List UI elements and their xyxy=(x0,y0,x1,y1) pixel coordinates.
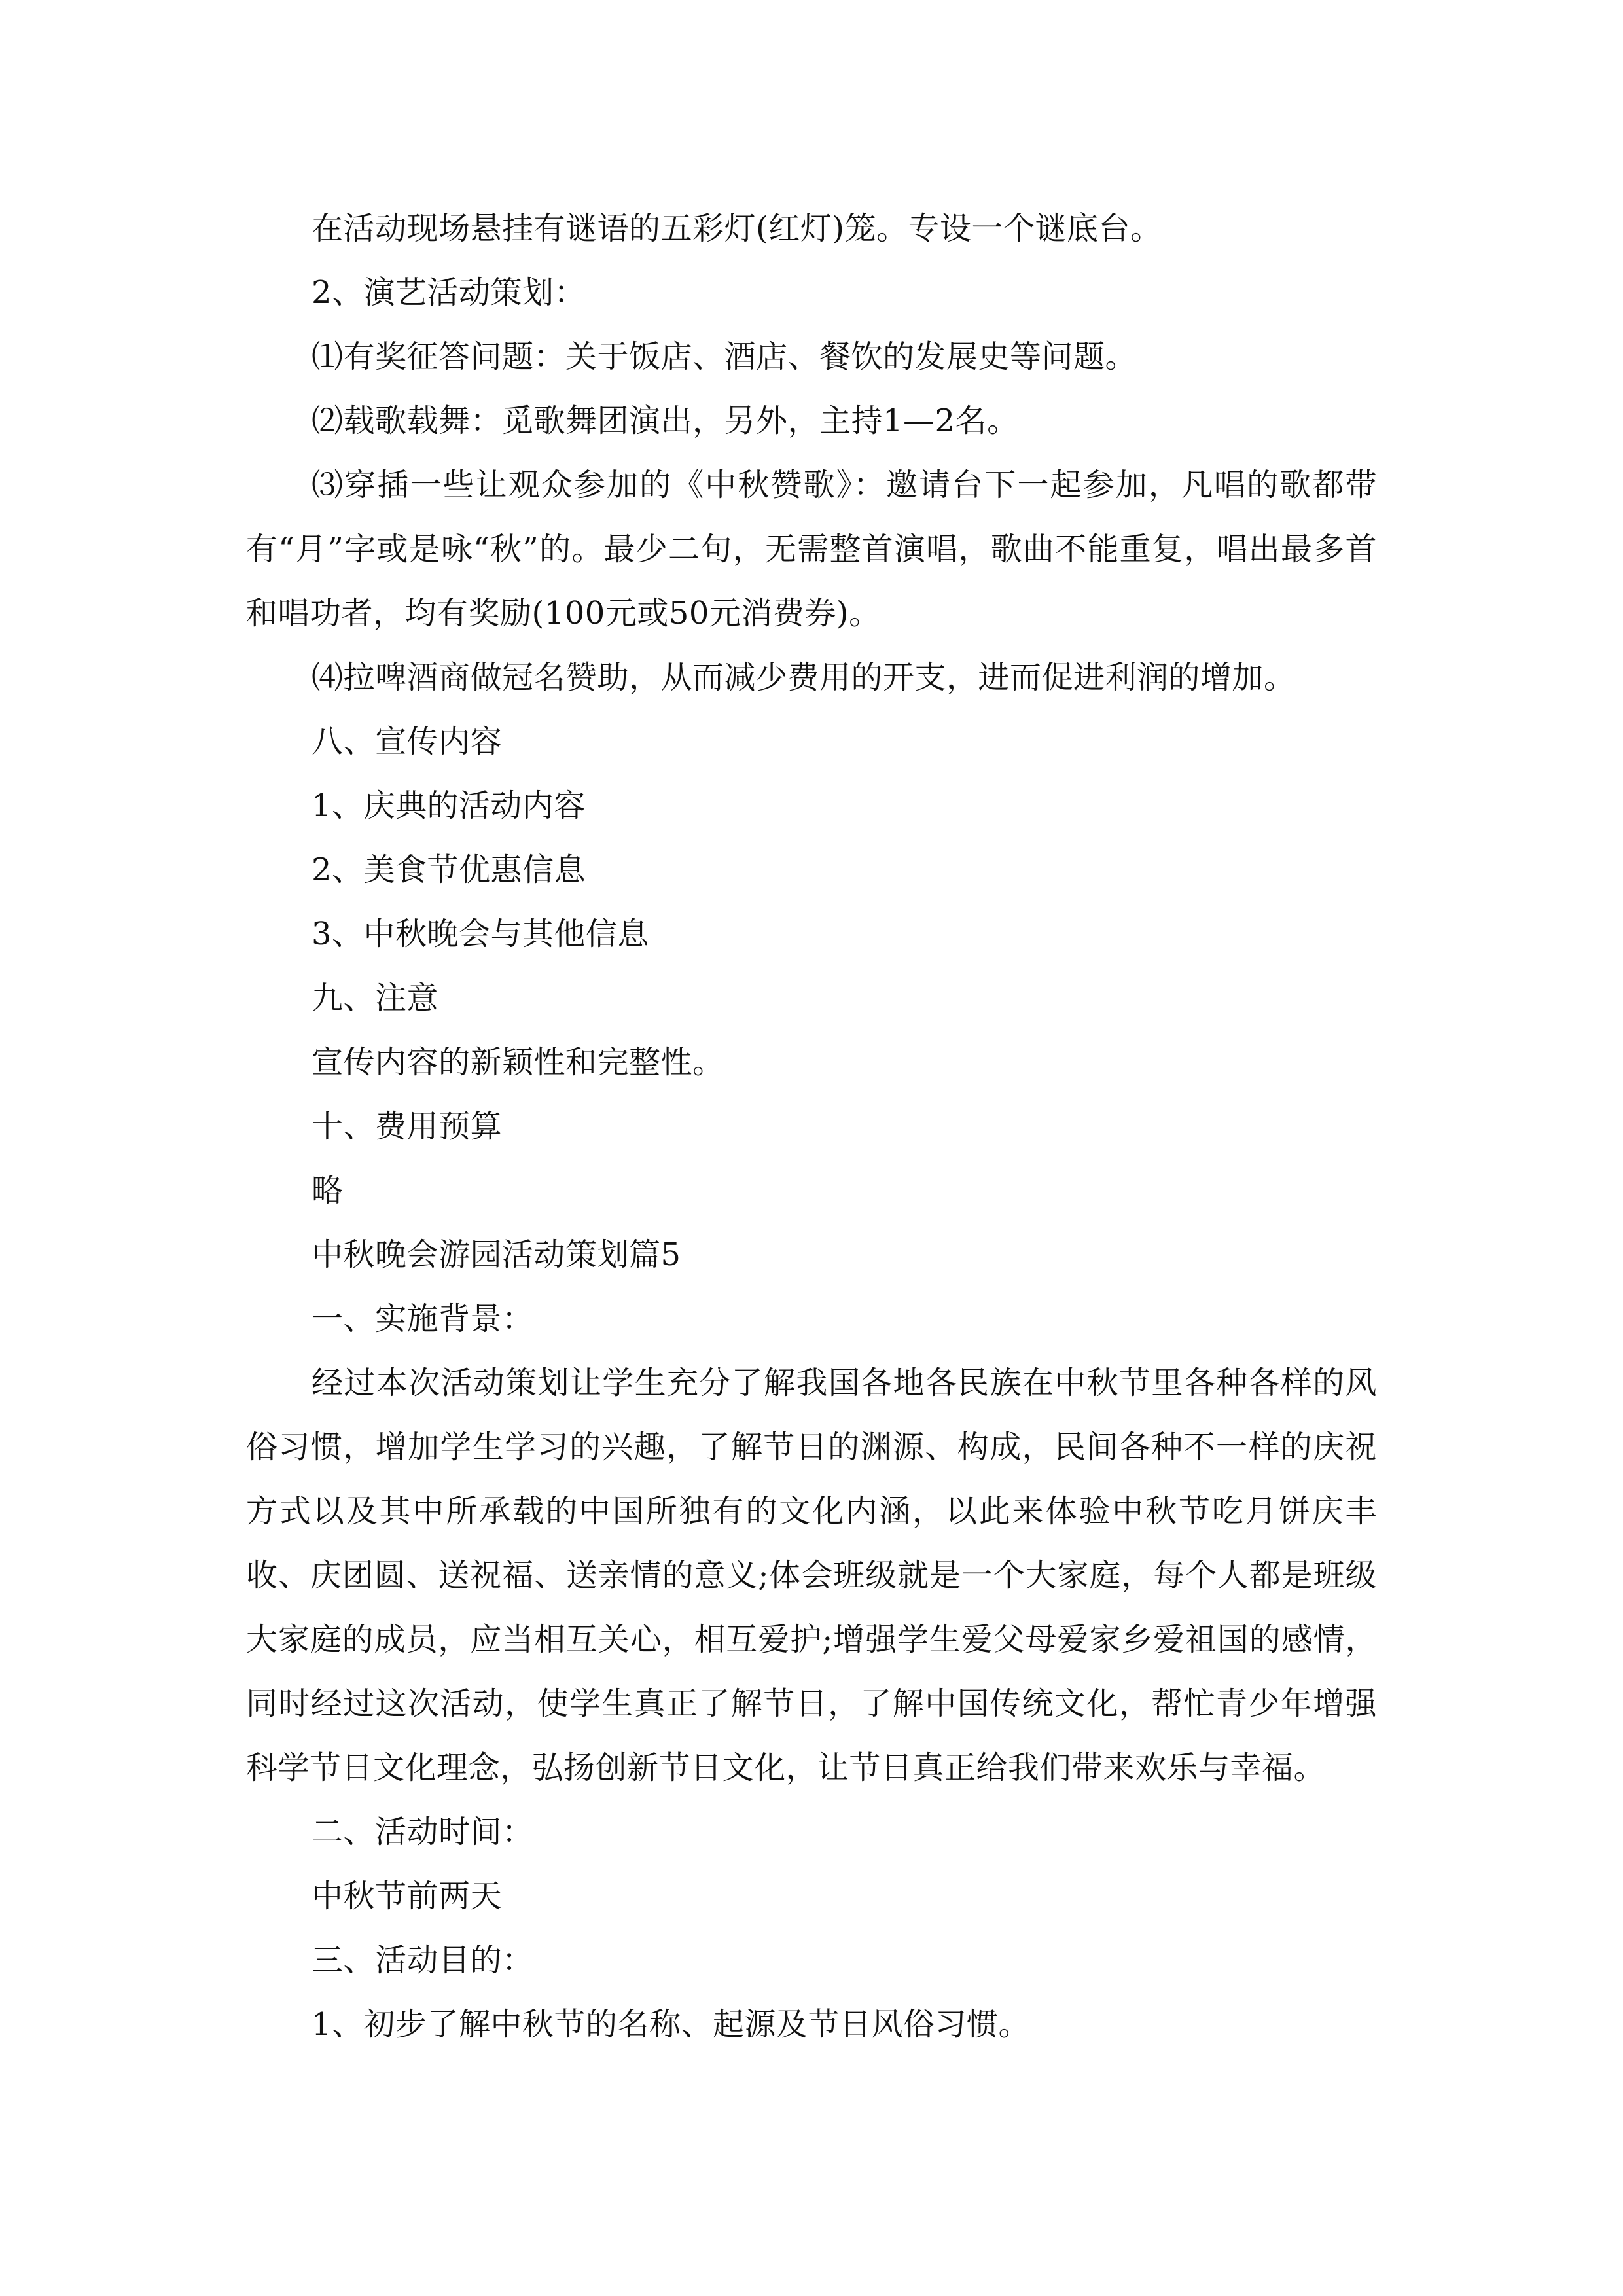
section-heading: 八、宣传内容 xyxy=(312,723,503,760)
section-heading: 一、实施背景： xyxy=(312,1300,534,1337)
list-item: 2、美食节优惠信息 xyxy=(312,852,586,888)
list-item: ⑶穿插一些让观众参加的《中秋赞歌》：邀请台下一起参加，凡唱的歌都带有“月”字或是咏“秋”的。最少二句，无需整首演唱，歌曲不能重复，唱出最多首和唱功者，均有奖励(100元或50元消费券)。 xyxy=(246,467,1377,632)
list-item: 1、初步了解中秋节的名称、起源及节日风俗习惯。 xyxy=(312,2006,1031,2043)
list-item: 1、庆典的活动内容 xyxy=(312,787,586,824)
article-title: 中秋晚会游园活动策划篇5 xyxy=(312,1236,681,1273)
list-item: ⑵载歌载舞：觅歌舞团演出，另外，主持1—2名。 xyxy=(312,403,1019,439)
paragraph: 略 xyxy=(312,1172,344,1209)
paragraph: 中秋节前两天 xyxy=(312,1878,503,1914)
paragraph: 宣传内容的新颖性和完整性。 xyxy=(312,1044,724,1081)
section-heading: 九、注意 xyxy=(312,980,439,1016)
list-item: 3、中秋晚会与其他信息 xyxy=(312,916,650,952)
section-heading: 二、活动时间： xyxy=(312,1814,534,1850)
list-item: ⑴有奖征答问题：关于饭店、酒店、餐饮的发展史等问题。 xyxy=(312,338,1137,375)
section-heading: 十、费用预算 xyxy=(312,1108,503,1145)
section-heading: 2、演艺活动策划： xyxy=(312,274,586,311)
list-item: ⑷拉啤酒商做冠名赞助，从而减少费用的开支，进而促进利润的增加。 xyxy=(312,659,1296,696)
document-body xyxy=(246,196,1377,2056)
section-heading: 三、活动目的： xyxy=(312,1942,534,1979)
paragraph: 经过本次活动策划让学生充分了解我国各地各民族在中秋节里各种各样的风俗习惯，增加学生学习的兴趣，了解节日的渊源、构成，民间各种不一样的庆祝方式以及其中所承载的中国所独有的文化内涵，以此来体验中秋节吃月饼庆丰收、庆团圆、送祝福、送亲情的意义;体会班级就是一个大家庭，每个人都是班级大家庭的成员，应当相互关心，相互爱护;增强学生爱父母爱家乡爱祖国的感情，同时经过这次活动，使学生真正了解节日，了解中国传统文化，帮忙青少年增强科学节日文化理念，弘扬创新节日文化，让节日真正给我们带来欢乐与幸福。 xyxy=(246,1365,1377,1786)
paragraph: 在活动现场悬挂有谜语的五彩灯(红灯)笼。专设一个谜底台。 xyxy=(312,210,1162,247)
